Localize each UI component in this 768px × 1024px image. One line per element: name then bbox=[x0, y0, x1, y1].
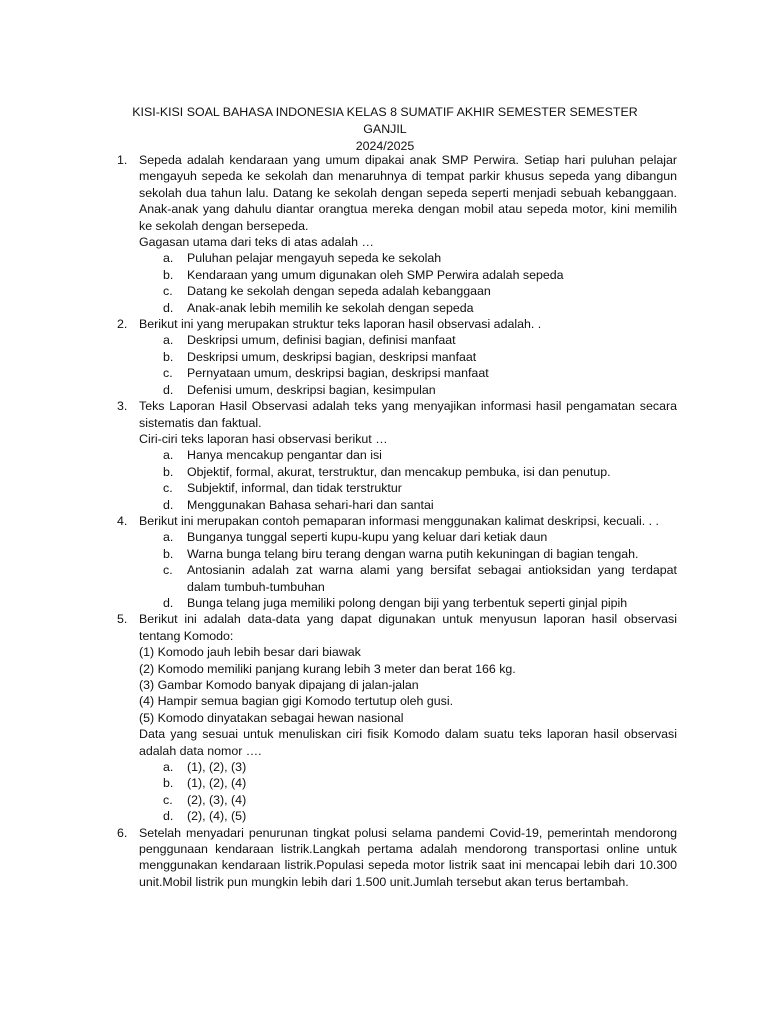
question-text: Teks Laporan Hasil Observasi adalah teks yang menyajikan informasi hasil pengamatan secara sistematis dan faktual. bbox=[139, 399, 677, 430]
option-b bbox=[163, 546, 677, 562]
question-3 bbox=[117, 398, 677, 513]
option-text: Menggunakan Bahasa sehari-hari dan santai bbox=[187, 497, 434, 512]
question-6 bbox=[117, 825, 677, 891]
data-line: (2) Komodo memiliki panjang kurang lebih 3 meter dan berat 166 kg. bbox=[139, 661, 516, 676]
title-line-1: KISI-KISI SOAL BAHASA INDONESIA KELAS 8 SUMATIF AKHIR SEMESTER SEMESTER GANJIL bbox=[132, 105, 638, 136]
option-text: Bunganya tunggal seperti kupu-kupu yang keluar dari ketiak daun bbox=[187, 530, 548, 545]
option-text: Hanya mencakup pengantar dan isi bbox=[187, 448, 382, 463]
question-5 bbox=[117, 611, 677, 824]
option-d bbox=[163, 595, 677, 611]
question-number: 5. bbox=[117, 612, 128, 627]
option-b bbox=[163, 464, 677, 480]
option-letter: c. bbox=[163, 792, 173, 807]
question-number: 1. bbox=[117, 153, 128, 167]
option-list bbox=[163, 447, 677, 513]
option-letter: b. bbox=[163, 464, 174, 479]
option-letter: b. bbox=[163, 776, 174, 791]
data-line: (3) Gambar Komodo banyak dipajang di jalan-jalan bbox=[139, 678, 419, 692]
option-text: Puluhan pelajar mengayuh sepeda ke sekolah bbox=[187, 251, 442, 266]
option-text: Bunga telang juga memiliki polong dengan biji yang terbentuk seperti ginjal pipih bbox=[187, 595, 628, 610]
option-text: Kendaraan yang umum digunakan oleh SMP Perwira adalah sepeda bbox=[187, 267, 564, 282]
option-a bbox=[163, 332, 677, 348]
question-text: Berikut ini yang merupakan struktur teks laporan hasil observasi adalah. . bbox=[139, 317, 542, 332]
option-letter: c. bbox=[163, 563, 173, 578]
option-letter: b. bbox=[163, 267, 174, 282]
option-letter: a. bbox=[163, 251, 174, 266]
question-text: Sepeda adalah kendaraan yang umum dipakai anak SMP Perwira. Setiap hari puluhan pelajar mengayuh sepeda ke sekolah dan menaruhnya di tempat parkir khusus sepeda yang dibangun sekolah dua tahun lalu. Datang ke sekolah dengan sepeda seperti menjadi sebuah kebanggaan. Anak-anak yang dahulu diantar orangtua mereka dengan mobil atau sepeda motor, kini memilih ke sekolah dengan bersepeda. bbox=[139, 153, 677, 233]
option-letter: c. bbox=[163, 284, 173, 299]
option-letter: d. bbox=[163, 382, 174, 397]
option-text: (2), (4), (5) bbox=[187, 809, 247, 824]
option-b bbox=[163, 349, 677, 365]
option-letter: b. bbox=[163, 546, 174, 561]
data-line: (1) Komodo jauh lebih besar dari biawak bbox=[139, 645, 361, 660]
question-prompt: Gagasan utama dari teks di atas adalah … bbox=[139, 235, 374, 250]
option-letter: d. bbox=[163, 300, 174, 315]
data-line: (5) Komodo dinyatakan sebagai hewan nasional bbox=[139, 710, 404, 725]
option-b bbox=[163, 267, 677, 283]
option-d bbox=[163, 808, 677, 824]
option-letter: b. bbox=[163, 349, 174, 364]
title-line-2: 2024/2025 bbox=[355, 139, 415, 153]
question-4 bbox=[117, 513, 677, 611]
question-list bbox=[117, 152, 677, 890]
question-number: 2. bbox=[117, 317, 128, 332]
data-line: (4) Hampir semua bagian gigi Komodo tertutup oleh gusi. bbox=[139, 694, 454, 709]
option-c bbox=[163, 480, 677, 496]
option-a bbox=[163, 759, 677, 775]
option-c bbox=[163, 283, 677, 299]
option-list bbox=[163, 332, 677, 398]
question-2 bbox=[117, 316, 677, 398]
option-text: Pernyataan umum, deskripsi bagian, deskripsi manfaat bbox=[187, 366, 489, 381]
option-text: Warna bunga telang biru terang dengan warna putih kekuningan di bagian tengah. bbox=[187, 546, 639, 561]
question-number: 6. bbox=[117, 825, 128, 840]
option-a bbox=[163, 447, 677, 463]
option-text: Deskripsi umum, definisi bagian, definisi manfaat bbox=[187, 333, 456, 348]
option-text: Subjektif, informal, dan tidak terstruktur bbox=[187, 481, 402, 496]
option-text: Datang ke sekolah dengan sepeda adalah kebanggaan bbox=[187, 284, 491, 299]
option-letter: a. bbox=[163, 448, 174, 463]
option-text: Antosianin adalah zat warna alami yang bersifat sebagai antioksidan yang terdapat dalam tumbuh-tumbuhan bbox=[187, 563, 677, 594]
option-letter: c. bbox=[163, 366, 173, 381]
document-title bbox=[120, 104, 650, 155]
question-1 bbox=[117, 152, 677, 316]
question-number: 4. bbox=[117, 513, 128, 528]
question-prompt: Ciri-ciri teks laporan hasi observasi berikut … bbox=[139, 431, 388, 446]
option-list bbox=[163, 250, 677, 316]
option-letter: a. bbox=[163, 530, 174, 545]
option-text: Anak-anak lebih memilih ke sekolah dengan sepeda bbox=[187, 300, 474, 315]
option-c bbox=[163, 365, 677, 381]
question-prompt: Data yang sesuai untuk menuliskan ciri fisik Komodo dalam suatu teks laporan hasil observasi adalah data nomor …. bbox=[139, 727, 677, 758]
option-text: (1), (2), (3) bbox=[187, 760, 247, 775]
option-text: Objektif, formal, akurat, terstruktur, dan mencakup pembuka, isi dan penutup. bbox=[187, 464, 611, 479]
option-letter: d. bbox=[163, 497, 174, 512]
option-d bbox=[163, 382, 677, 398]
option-letter: d. bbox=[163, 595, 174, 610]
option-d bbox=[163, 300, 677, 316]
option-list bbox=[163, 529, 677, 611]
option-text: (1), (2), (4) bbox=[187, 776, 247, 791]
question-text: Berikut ini merupakan contoh pemaparan informasi menggunakan kalimat deskripsi, kecuali. . . bbox=[139, 513, 659, 528]
option-letter: a. bbox=[163, 333, 174, 348]
option-c bbox=[163, 562, 677, 595]
option-letter: d. bbox=[163, 809, 174, 824]
question-text: Setelah menyadari penurunan tingkat polusi selama pandemi Covid-19, pemerintah mendorong penggunaan kendaraan listrik.Langkah pertama adalah mendorong transportasi online untuk menggunakan kendaraan listrik.Populasi sepeda motor listrik saat ini mencapai lebih dari 10.300 unit.Mobil listrik pun mungkin lebih dari 1.500 unit.Jumlah tersebut akan terus bertambah. bbox=[139, 825, 677, 889]
option-c bbox=[163, 792, 677, 808]
option-d bbox=[163, 497, 677, 513]
option-letter: c. bbox=[163, 481, 173, 496]
option-text: (2), (3), (4) bbox=[187, 792, 247, 807]
option-text: Defenisi umum, deskripsi bagian, kesimpulan bbox=[187, 382, 436, 397]
option-list bbox=[163, 759, 677, 825]
question-number: 3. bbox=[117, 399, 128, 414]
option-a bbox=[163, 529, 677, 545]
option-letter: a. bbox=[163, 760, 174, 775]
option-a bbox=[163, 250, 677, 266]
option-b bbox=[163, 775, 677, 791]
option-text: Deskripsi umum, deskripsi bagian, deskripsi manfaat bbox=[187, 349, 477, 364]
question-text: Berikut ini adalah data-data yang dapat digunakan untuk menyusun laporan hasil observasi tentang Komodo: bbox=[139, 612, 677, 643]
